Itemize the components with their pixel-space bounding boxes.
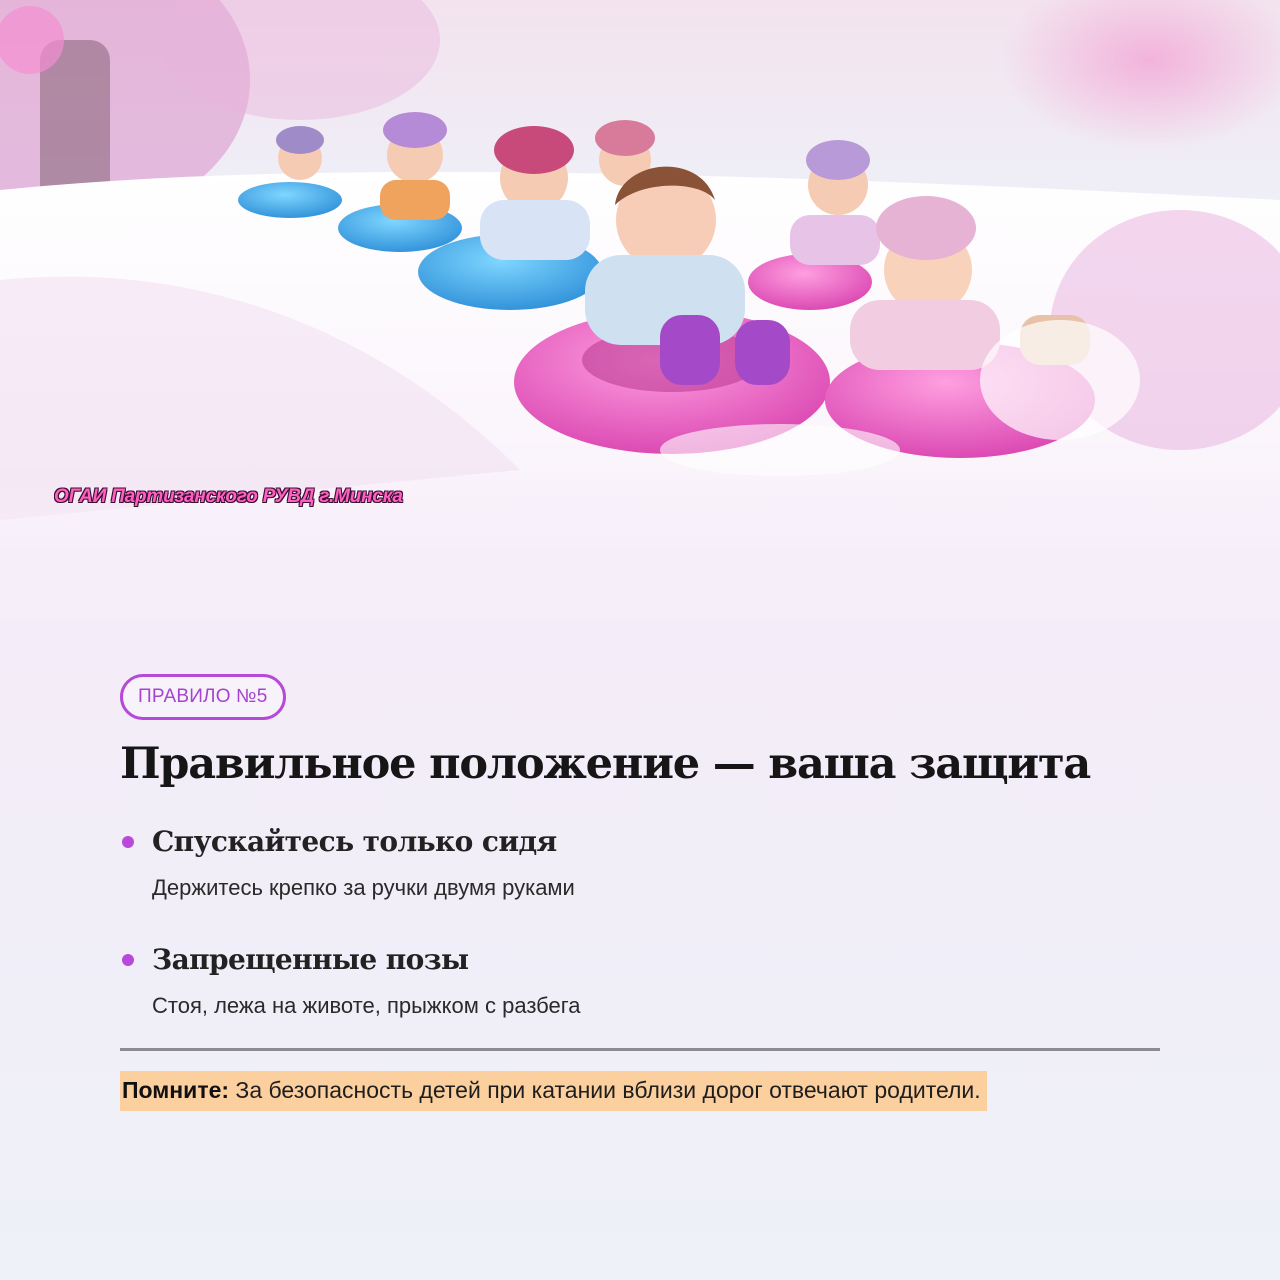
list-item-description: Держитесь крепко за ручки двумя руками (152, 875, 575, 900)
rule-badge: ПРАВИЛО №5 (120, 674, 286, 720)
list-item (120, 940, 1160, 1020)
reminder-note (120, 1071, 987, 1111)
bullet-icon (122, 954, 134, 966)
hero-illustration (0, 0, 1280, 620)
list-item-title: Запрещенные позы (152, 943, 469, 976)
rule-card (120, 674, 1160, 1111)
reminder-text: За безопасность детей при катании вблизи дорог отвечают родители. (229, 1077, 981, 1103)
list-item (120, 822, 1160, 902)
bullet-icon (122, 836, 134, 848)
reminder-label: Помните: (122, 1077, 230, 1103)
divider (120, 1048, 1160, 1051)
watermark: ОГАИ Партизанского РУВД г.Минска (54, 486, 403, 507)
page-title: Правильное положение — ваша защита (120, 739, 1091, 789)
list-item-title: Спускайтесь только сидя (152, 825, 557, 858)
list-item-description: Стоя, лежа на животе, прыжком с разбега (152, 993, 581, 1018)
